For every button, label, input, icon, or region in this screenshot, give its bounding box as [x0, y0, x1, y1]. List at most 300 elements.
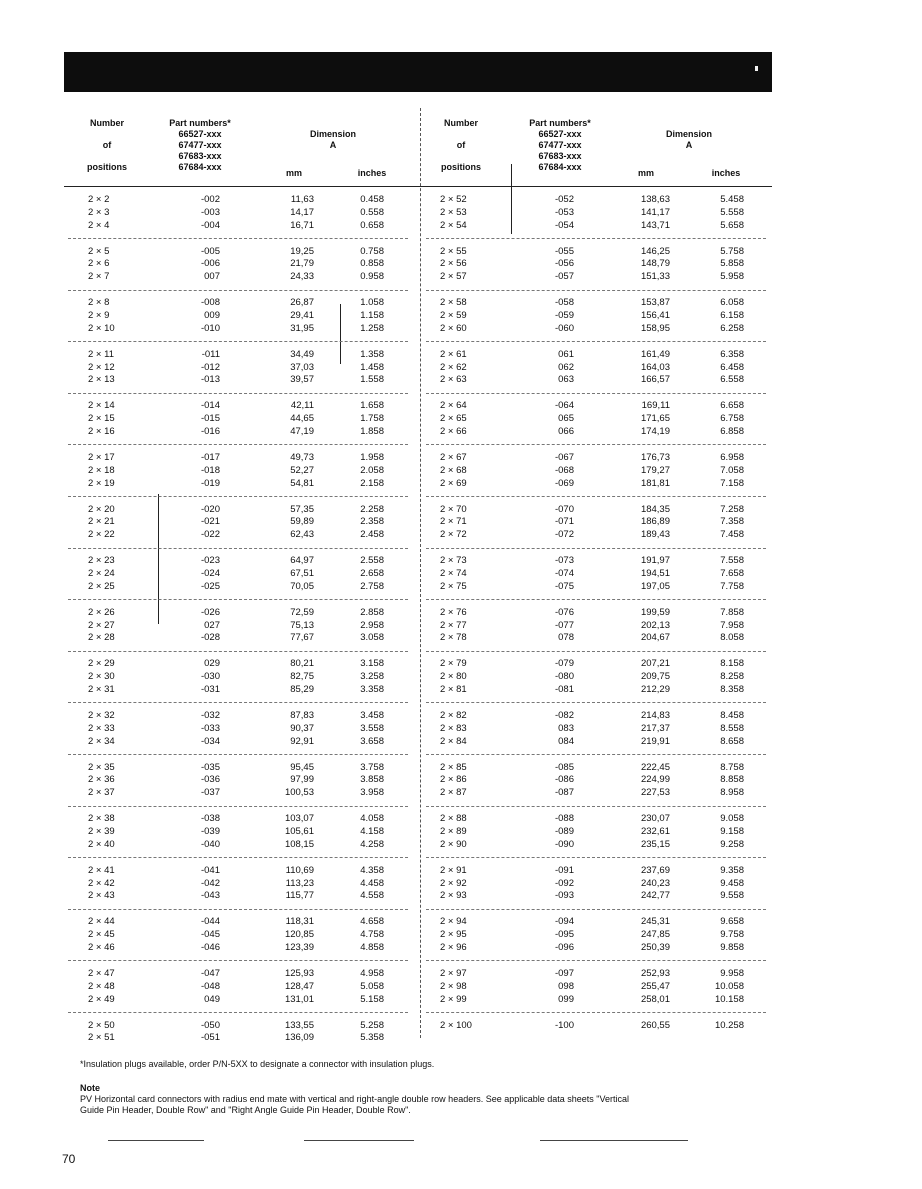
cell-dimension-inches: 9.158: [720, 826, 744, 837]
cell-part-number: -037: [200, 787, 220, 799]
cell-part-number: -089: [554, 826, 574, 837]
cell-part-number: -010: [200, 322, 220, 334]
cell-dimension-mm: 31,95: [290, 322, 314, 334]
group-separator: [426, 444, 766, 445]
cell-positions: 2 × 80: [440, 671, 467, 683]
cell-positions: 2 × 72: [440, 529, 467, 541]
cell-positions: 2 × 15: [88, 413, 115, 425]
cell-dimension-mm: 184,35: [640, 503, 670, 515]
table-row: [64, 1019, 772, 1032]
group-separator: [426, 496, 766, 497]
table-row: [64, 309, 772, 322]
cell-dimension-mm: 255,47: [640, 980, 670, 992]
cell-dimension-inches: 5.058: [360, 980, 384, 992]
footer-rule: [540, 1140, 688, 1141]
header-dimension-title: Dimension: [309, 129, 356, 139]
header-number-left: [72, 118, 142, 173]
header-mm-left: mm: [285, 168, 302, 178]
cell-part-number: -047: [200, 968, 220, 979]
cell-dimension-mm: 103,07: [284, 813, 314, 825]
cell-dimension-mm: 82,75: [290, 671, 314, 683]
cell-part-number: -033: [200, 722, 220, 734]
page-number: 70: [62, 1152, 76, 1166]
cell-positions: 2 × 46: [88, 942, 115, 953]
cell-dimension-inches: 4.758: [360, 929, 384, 941]
group-separator: [68, 599, 408, 600]
header-part-code: 67683-xxx: [538, 151, 582, 161]
cell-dimension-inches: 1.458: [360, 361, 384, 373]
cell-positions: 2 × 12: [88, 361, 115, 373]
cell-part-number: -097: [554, 968, 574, 979]
cell-part-number: -077: [554, 619, 574, 631]
cell-positions: 2 × 49: [88, 993, 115, 1005]
cell-dimension-mm: 92,91: [290, 735, 314, 747]
cell-dimension-mm: 237,69: [640, 864, 670, 876]
cell-positions: 2 × 51: [88, 1032, 115, 1044]
cell-dimension-mm: 230,07: [640, 813, 670, 825]
cell-dimension-inches: 2.558: [360, 555, 384, 567]
cell-part-number: -068: [554, 464, 574, 476]
cell-dimension-inches: 7.458: [720, 529, 744, 541]
cell-positions: 2 × 81: [440, 684, 467, 695]
table-row: [64, 657, 772, 670]
cell-positions: 2 × 96: [440, 942, 467, 953]
cell-dimension-mm: 209,75: [640, 671, 670, 683]
cell-dimension-mm: 207,21: [640, 658, 670, 670]
cell-dimension-inches: 6.758: [720, 413, 744, 425]
cell-positions: 2 × 21: [88, 516, 115, 528]
table-row: [64, 915, 772, 928]
header-part-code: 67477-xxx: [178, 140, 222, 150]
group-separator: [426, 548, 766, 549]
cell-dimension-mm: 252,93: [640, 968, 670, 979]
cell-positions: 2 × 67: [440, 452, 467, 463]
cell-dimension-inches: 7.958: [720, 619, 744, 631]
cell-part-number: -008: [200, 297, 220, 309]
cell-dimension-mm: 34,49: [290, 348, 314, 360]
cell-part-number: -014: [200, 400, 220, 412]
table-row: [64, 683, 772, 696]
cell-dimension-mm: 16,71: [290, 219, 314, 231]
cell-positions: 2 × 77: [440, 619, 467, 631]
cell-dimension-inches: 7.858: [720, 606, 744, 618]
cell-positions: 2 × 50: [88, 1019, 115, 1031]
cell-positions: 2 × 94: [440, 916, 467, 928]
cell-part-number: -023: [200, 555, 220, 567]
cell-positions: 2 × 86: [440, 774, 467, 786]
cell-dimension-mm: 227,53: [640, 787, 670, 799]
header-mm-right: mm: [637, 168, 654, 178]
cell-dimension-inches: 8.258: [720, 671, 744, 683]
cell-dimension-mm: 250,39: [640, 942, 670, 953]
cell-part-number: 063: [558, 374, 574, 386]
header-number-line2: of: [456, 140, 466, 150]
cell-dimension-inches: 1.158: [360, 310, 384, 321]
table-row: [64, 812, 772, 825]
group-separator: [68, 548, 408, 549]
cell-dimension-mm: 197,05: [640, 580, 670, 592]
cell-positions: 2 × 97: [440, 968, 467, 979]
header-part-code: 67684-xxx: [178, 162, 222, 172]
cell-dimension-mm: 260,55: [640, 1019, 670, 1031]
cell-part-number: -043: [200, 890, 220, 902]
cell-dimension-inches: 10.158: [714, 993, 744, 1005]
cell-part-number: -075: [554, 580, 574, 592]
cell-positions: 2 × 9: [88, 310, 110, 321]
cell-positions: 2 × 22: [88, 529, 115, 541]
cell-dimension-mm: 219,91: [640, 735, 670, 747]
table-row: [64, 245, 772, 258]
cell-dimension-inches: 2.458: [360, 529, 384, 541]
cell-positions: 2 × 32: [88, 710, 115, 721]
cell-positions: 2 × 58: [440, 297, 467, 309]
cell-part-number: -036: [200, 774, 220, 786]
group-separator: [68, 960, 408, 961]
cell-dimension-inches: 4.458: [360, 877, 384, 889]
cell-part-number: -006: [200, 258, 220, 270]
group-separator: [68, 290, 408, 291]
table-row: [64, 322, 772, 335]
cell-part-number: -074: [554, 568, 574, 579]
cell-positions: 2 × 33: [88, 722, 115, 734]
cell-dimension-mm: 67,51: [290, 568, 314, 579]
group-separator: [68, 496, 408, 497]
cell-part-number: -088: [554, 813, 574, 825]
cell-positions: 2 × 39: [88, 826, 115, 837]
cell-dimension-inches: 4.658: [360, 916, 384, 928]
cell-positions: 2 × 70: [440, 503, 467, 515]
table-row: [64, 670, 772, 683]
cell-dimension-mm: 108,15: [284, 838, 314, 850]
cell-dimension-mm: 85,29: [290, 684, 314, 695]
header-part-code: 67684-xxx: [538, 162, 582, 172]
table-row: [64, 631, 772, 644]
cell-positions: 2 × 55: [440, 245, 467, 257]
cell-dimension-mm: 87,83: [290, 710, 314, 721]
cell-part-number: -026: [200, 606, 220, 618]
cell-positions: 2 × 85: [440, 761, 467, 773]
cell-part-number: -095: [554, 929, 574, 941]
cell-dimension-mm: 153,87: [640, 297, 670, 309]
cell-dimension-inches: 5.658: [720, 219, 744, 231]
cell-part-number: 078: [558, 632, 574, 644]
cell-dimension-inches: 1.558: [360, 374, 384, 386]
cell-dimension-inches: 3.758: [360, 761, 384, 773]
cell-dimension-inches: 8.158: [720, 658, 744, 670]
cell-positions: 2 × 10: [88, 322, 115, 334]
cell-dimension-inches: 1.858: [360, 426, 384, 437]
cell-dimension-inches: 6.258: [720, 322, 744, 334]
cell-dimension-mm: 49,73: [290, 452, 314, 463]
cell-dimension-mm: 113,23: [285, 877, 314, 889]
cell-positions: 2 × 99: [440, 993, 467, 1005]
table-row: [64, 477, 772, 490]
cell-dimension-mm: 245,31: [640, 916, 670, 928]
group-separator: [426, 393, 766, 394]
group-separator: [68, 806, 408, 807]
cell-positions: 2 × 75: [440, 580, 467, 592]
cell-positions: 2 × 57: [440, 271, 467, 283]
group-separator: [426, 702, 766, 703]
cell-positions: 2 × 95: [440, 929, 467, 941]
cell-part-number: -050: [200, 1019, 220, 1031]
group-separator: [68, 909, 408, 910]
table-row: [64, 412, 772, 425]
group-separator: [68, 1012, 408, 1013]
cell-dimension-mm: 54,81: [290, 477, 314, 489]
table-row: [64, 528, 772, 541]
cell-positions: 2 × 41: [88, 864, 115, 876]
note-body: PV Horizontal card connectors with radius end mate with vertical and right-angle double row headers. See applicable data sheets "Vertical Guide Pin Header, Double Row" and "Right Angle Guide Pin Header, Double Row".: [80, 1094, 629, 1115]
cell-dimension-mm: 62,43: [290, 529, 314, 541]
dimension-table: [64, 104, 772, 1044]
group-separator: [68, 754, 408, 755]
cell-dimension-mm: 90,37: [290, 722, 314, 734]
cell-part-number: -024: [200, 568, 220, 579]
header-dimension-sub: A: [329, 140, 337, 150]
cell-part-number: -020: [200, 503, 220, 515]
header-number-line1: Number: [443, 118, 478, 128]
cell-dimension-inches: 3.458: [360, 710, 384, 721]
cell-dimension-inches: 2.158: [360, 477, 384, 489]
group-separator: [68, 238, 408, 239]
cell-dimension-mm: 131,01: [284, 993, 314, 1005]
cell-positions: 2 × 11: [88, 348, 114, 360]
cell-positions: 2 × 68: [440, 464, 467, 476]
cell-positions: 2 × 36: [88, 774, 115, 786]
cell-dimension-mm: 222,45: [640, 761, 670, 773]
cell-dimension-inches: 1.758: [360, 413, 384, 425]
cell-dimension-inches: 8.458: [720, 710, 744, 721]
cell-positions: 2 × 83: [440, 722, 467, 734]
cell-dimension-mm: 39,57: [290, 374, 314, 386]
cell-dimension-inches: 7.358: [720, 516, 744, 528]
cell-dimension-mm: 42,11: [290, 400, 314, 412]
cell-dimension-inches: 5.458: [720, 194, 744, 205]
cell-dimension-mm: 232,61: [640, 826, 670, 837]
cell-positions: 2 × 6: [88, 258, 110, 270]
table-row: [64, 864, 772, 877]
cell-dimension-inches: 0.458: [360, 194, 384, 205]
cell-positions: 2 × 35: [88, 761, 115, 773]
cell-dimension-inches: 0.558: [360, 206, 384, 218]
table-row: [64, 554, 772, 567]
cell-dimension-inches: 2.358: [360, 516, 384, 528]
cell-positions: 2 × 78: [440, 632, 467, 644]
cell-part-number: -073: [554, 555, 574, 567]
group-separator: [68, 341, 408, 342]
group-separator: [426, 238, 766, 239]
cell-positions: 2 × 5: [88, 245, 110, 257]
cell-dimension-inches: 1.258: [360, 322, 384, 334]
cell-dimension-mm: 57,35: [290, 503, 314, 515]
cell-positions: 2 × 79: [440, 658, 467, 670]
cell-dimension-mm: 29,41: [290, 310, 314, 321]
cell-positions: 2 × 27: [88, 619, 115, 631]
cell-positions: 2 × 26: [88, 606, 115, 618]
table-row: [64, 257, 772, 270]
cell-part-number: 027: [204, 619, 220, 631]
cell-dimension-mm: 148,79: [640, 258, 670, 270]
cell-dimension-mm: 14,17: [290, 206, 314, 218]
cell-dimension-mm: 128,47: [284, 980, 314, 992]
cell-part-number: -015: [200, 413, 220, 425]
cell-dimension-mm: 179,27: [640, 464, 670, 476]
cell-dimension-mm: 191,97: [640, 555, 670, 567]
cell-dimension-mm: 26,87: [290, 297, 314, 309]
cell-dimension-mm: 171,65: [640, 413, 670, 425]
footer-rule: [108, 1140, 204, 1141]
cell-dimension-mm: 21,79: [290, 258, 314, 270]
cell-dimension-inches: 5.558: [720, 206, 744, 218]
cell-positions: 2 × 62: [440, 361, 467, 373]
cell-part-number: -032: [200, 710, 220, 721]
cell-part-number: -046: [200, 942, 220, 953]
table-row: [64, 838, 772, 851]
cell-positions: 2 × 93: [440, 890, 467, 902]
cell-positions: 2 × 17: [88, 452, 115, 463]
table-row: [64, 399, 772, 412]
cell-positions: 2 × 71: [440, 516, 467, 528]
cell-part-number: -094: [554, 916, 574, 928]
cell-positions: 2 × 13: [88, 374, 115, 386]
table-row: [64, 425, 772, 438]
cell-dimension-inches: 5.258: [360, 1019, 384, 1031]
cell-dimension-mm: 169,11: [641, 400, 670, 412]
table-row: [64, 722, 772, 735]
group-separator: [426, 290, 766, 291]
cell-dimension-mm: 235,15: [640, 838, 670, 850]
cell-dimension-inches: 6.958: [720, 452, 744, 463]
table-row: [64, 515, 772, 528]
table-row: [64, 980, 772, 993]
cell-part-number: -042: [200, 877, 220, 889]
cell-dimension-mm: 136,09: [284, 1032, 314, 1044]
cell-part-number: -056: [554, 258, 574, 270]
cell-positions: 2 × 3: [88, 206, 110, 218]
header-number-line2: of: [102, 140, 112, 150]
cell-dimension-mm: 161,49: [640, 348, 670, 360]
cell-dimension-inches: 9.458: [720, 877, 744, 889]
cell-part-number: -052: [554, 194, 574, 205]
cell-part-number: -060: [554, 322, 574, 334]
cell-dimension-inches: 8.958: [720, 787, 744, 799]
cell-part-number: -093: [554, 890, 574, 902]
group-separator: [426, 341, 766, 342]
cell-dimension-inches: 5.158: [360, 993, 384, 1005]
cell-part-number: 084: [558, 735, 574, 747]
cell-dimension-inches: 7.158: [720, 477, 744, 489]
cell-part-number: -030: [200, 671, 220, 683]
cell-positions: 2 × 53: [440, 206, 467, 218]
cell-part-number: -021: [200, 516, 220, 528]
cell-positions: 2 × 59: [440, 310, 467, 321]
cell-dimension-mm: 44,65: [290, 413, 314, 425]
cell-dimension-mm: 70,05: [290, 580, 314, 592]
cell-positions: 2 × 100: [440, 1019, 472, 1031]
header-number-right: [426, 118, 496, 173]
cell-part-number: -028: [200, 632, 220, 644]
cell-part-number: -064: [554, 400, 574, 412]
cell-dimension-inches: 5.958: [720, 271, 744, 283]
cell-dimension-inches: 9.258: [720, 838, 744, 850]
header-dimension-title: Dimension: [665, 129, 712, 139]
cell-dimension-inches: 0.658: [360, 219, 384, 231]
cell-dimension-inches: 9.558: [720, 890, 744, 902]
cell-dimension-inches: 9.058: [720, 813, 744, 825]
group-separator: [426, 960, 766, 961]
table-row: [64, 877, 772, 890]
cell-part-number: -053: [554, 206, 574, 218]
cell-positions: 2 × 73: [440, 555, 467, 567]
table-row: [64, 967, 772, 980]
cell-positions: 2 × 69: [440, 477, 467, 489]
cell-part-number: -016: [200, 426, 220, 437]
cell-part-number: -081: [554, 684, 574, 695]
group-separator: [68, 702, 408, 703]
cell-part-number: -059: [554, 310, 574, 321]
cell-dimension-inches: 4.358: [360, 864, 384, 876]
cell-part-number: -004: [200, 219, 220, 231]
cell-positions: 2 × 25: [88, 580, 115, 592]
cell-positions: 2 × 2: [88, 194, 110, 205]
cell-positions: 2 × 38: [88, 813, 115, 825]
cell-dimension-inches: 6.058: [720, 297, 744, 309]
cell-part-number: -013: [200, 374, 220, 386]
header-part-title: Part numbers*: [169, 118, 231, 128]
cell-dimension-mm: 64,97: [290, 555, 314, 567]
cell-positions: 2 × 76: [440, 606, 467, 618]
cell-positions: 2 × 29: [88, 658, 115, 670]
cell-dimension-inches: 1.058: [360, 297, 384, 309]
cell-part-number: -067: [554, 452, 574, 463]
cell-dimension-mm: 214,83: [640, 710, 670, 721]
cell-dimension-inches: 3.258: [360, 671, 384, 683]
cell-dimension-mm: 176,73: [640, 452, 670, 463]
cell-positions: 2 × 31: [88, 684, 115, 695]
cell-dimension-mm: 11,63: [290, 194, 314, 205]
header-dimension-sub: A: [685, 140, 693, 150]
table-row: [64, 270, 772, 283]
footnote: *Insulation plugs available, order P/N-5XX to designate a connector with insulation plugs.: [80, 1059, 435, 1069]
table-row: [64, 451, 772, 464]
table-row: [64, 206, 772, 219]
cell-dimension-mm: 100,53: [284, 787, 314, 799]
cell-positions: 2 × 60: [440, 322, 467, 334]
cell-dimension-inches: 8.858: [720, 774, 744, 786]
cell-dimension-inches: 6.558: [720, 374, 744, 386]
cell-dimension-inches: 4.258: [360, 838, 384, 850]
table-row: [64, 889, 772, 902]
cell-dimension-mm: 199,59: [640, 606, 670, 618]
cell-dimension-inches: 7.258: [720, 503, 744, 515]
table-row: [64, 348, 772, 361]
cell-positions: 2 × 98: [440, 980, 467, 992]
table-row: [64, 296, 772, 309]
header-part-code: 67477-xxx: [538, 140, 582, 150]
table-row: [64, 503, 772, 516]
cell-dimension-mm: 80,21: [290, 658, 314, 670]
cell-positions: 2 × 19: [88, 477, 115, 489]
cell-positions: 2 × 42: [88, 877, 115, 889]
cell-positions: 2 × 84: [440, 735, 467, 747]
table-row: [64, 825, 772, 838]
cell-dimension-mm: 77,67: [290, 632, 314, 644]
cell-positions: 2 × 48: [88, 980, 115, 992]
cell-dimension-inches: 3.658: [360, 735, 384, 747]
table-row: [64, 580, 772, 593]
cell-part-number: -054: [554, 219, 574, 231]
